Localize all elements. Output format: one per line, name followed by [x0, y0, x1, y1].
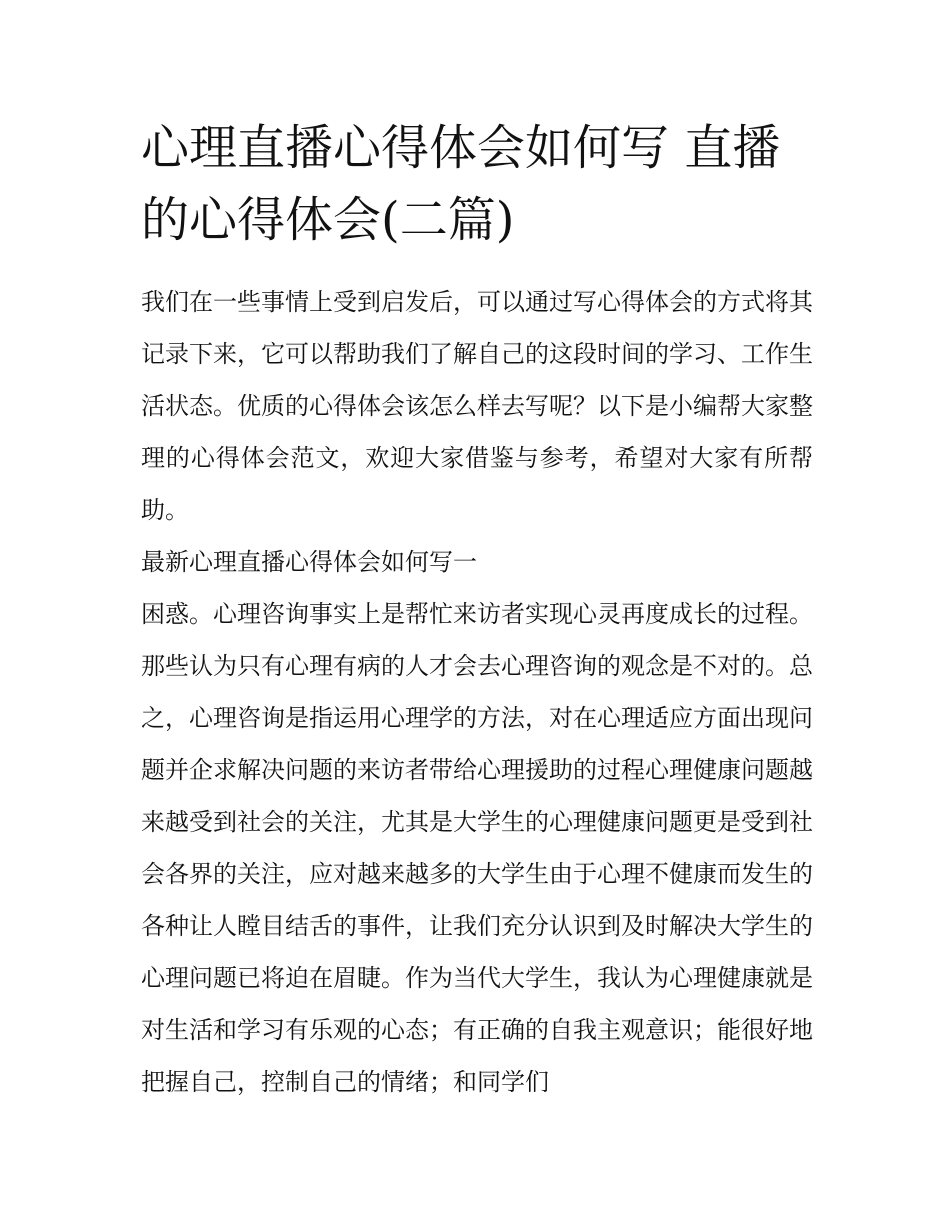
document-content: [141, 112, 813, 1108]
section-heading: 最新心理直播心得体会如何写一: [141, 548, 477, 576]
document-title: 心理直播心得体会如何写 直播的心得体会(二篇): [141, 120, 781, 248]
body-paragraph: 困惑。心理咨询事实上是帮忙来访者实现心灵再度成长的过程。那些认为只有心理有病的人才会去心理咨询的观念是不对的。总之，心理咨询是指运用心理学的方法，对在心理适应方面出现问题并企求解决问题的来访者带给心理援助的过程心理健康问题越来越受到社会的关注，尤其是大学生的心理健康问题更是受到社会各界的关注，应对越来越多的大学生由于心理不健康而发生的各种让人瞠目结舌的事件，让我们充分认识到及时解决大学生的心理问题已将迫在眉睫。作为当代大学生，我认为心理健康就是对生活和学习有乐观的心态；有正确的自我主观意识；能很好地把握自己，控制自己的情绪；和同学们: [141, 600, 813, 1096]
intro-paragraph: 我们在一些事情上受到启发后，可以通过写心得体会的方式将其记录下来，它可以帮助我们了解自己的这段时间的学习、工作生活状态。优质的心得体会该怎么样去写呢？以下是小编帮大家整理的心得体会范文，欢迎大家借鉴与参考，希望对大家有所帮助。: [141, 288, 813, 524]
